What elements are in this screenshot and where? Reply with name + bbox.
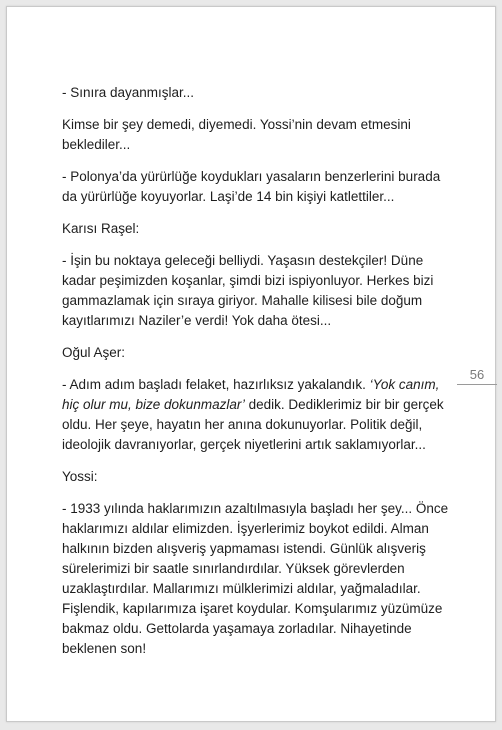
paragraph-text: dedik. Dediklerimiz bir bir gerçek oldu. Her şeye, hayatın her anına dokunuyorlar. Politik değil, ideolojik davranıyorlar, gerçek niyetlerini artık saklamıyorlar... — [62, 397, 444, 452]
page-content — [62, 83, 450, 671]
paragraph: - Sınıra dayanmışlar... — [62, 85, 195, 100]
document-page — [6, 6, 496, 722]
paragraph — [62, 375, 450, 455]
paragraph: Kimse bir şey demedi, diyemedi. Yossi’nin devam etmesini beklediler... — [62, 117, 411, 152]
paragraph: - Polonya’da yürürlüğe koydukları yasaların benzerlerini burada da yürürlüğe koyuyorlar. Laşi’de 14 bin kişiyi katlettiler... — [62, 169, 441, 204]
paragraph-text: - Adım adım başladı felaket, hazırlıksız yakalandık. — [62, 377, 370, 392]
speaker-label: Yossi: — [62, 469, 98, 484]
italic-quote: ‘Yok canım, hiç olur mu, bize dokunmazlar’ — [62, 377, 440, 412]
speaker-label: Karısı Raşel: — [62, 221, 140, 236]
speaker-label: Oğul Aşer: — [62, 345, 126, 360]
page-number: 56 — [457, 367, 497, 385]
paragraph: - İşin bu noktaya geleceği belliydi. Yaşasın destekçiler! Düne kadar peşimizden koşanlar, şimdi bizi ispiyonluyor. Herkes bizi gammazlamak için sıraya giriyor. Mahalle kilisesi bile doğum kayıtlarımızı Naziler’e verdi! Yok daha ötesi... — [62, 253, 434, 328]
paragraph: - 1933 yılında haklarımızın azaltılmasıyla başladı her şey... Önce haklarımızı aldılar elimizden. İşyerlerimiz boykot edildi. Alman halkının bizden alışveriş yapmaması istendi. Günlük alışveriş sürelerimizi bir saatle sınırlandırdılar. Yüksek görevlerden uzaklaştırdılar. Mallarımızı mülklerimizi aldılar, yağmaladılar. Fişlendik, kapılarımıza işaret koydular. Komşularımız yüzümüze bakmaz oldu. Gettolarda yaşamaya zorladılar. Nihayetinde beklenen son! — [62, 501, 449, 656]
